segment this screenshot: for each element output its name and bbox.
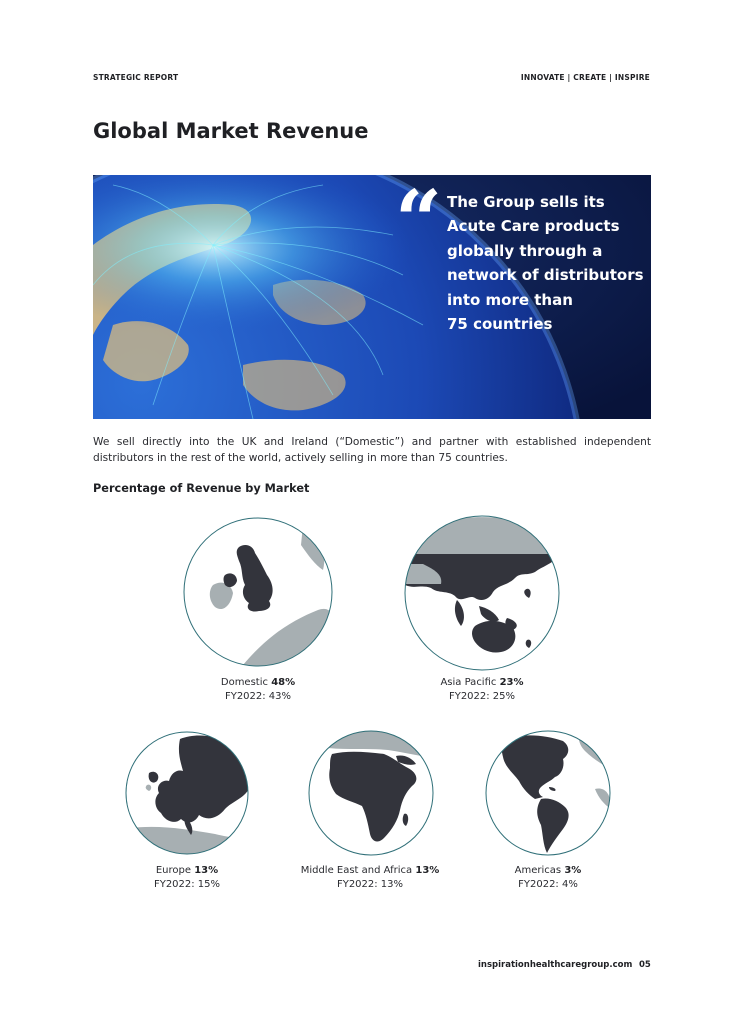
market-label-middle-east-africa: Middle East and Africa 13% FY2022: 13% <box>300 865 440 890</box>
chart-subheading: Percentage of Revenue by Market <box>93 482 310 495</box>
americas-globe-icon <box>485 729 611 857</box>
section-label: STRATEGIC REPORT <box>93 73 179 82</box>
hero-quote: The Group sells its Acute Care products globally through a network of distributors into more than 75 countries <box>447 193 644 334</box>
quote-mark-icon: “ <box>395 173 443 269</box>
asia-pacific-globe-icon <box>403 514 561 672</box>
intro-paragraph: We sell directly into the UK and Ireland (“Domestic”) and partner with established independent distributors in the rest of the world, actively selling in more than 75 countries. <box>93 436 651 464</box>
uk-ireland-globe-icon <box>183 515 333 670</box>
market-label-americas: Americas 3% FY2022: 4% <box>514 865 582 890</box>
europe-globe-icon <box>125 729 249 857</box>
market-label-europe: Europe 13% FY2022: 15% <box>153 865 221 890</box>
market-label-asia-pacific: Asia Pacific 23% FY2022: 25% <box>440 677 524 702</box>
footer-website-link[interactable]: inspirationhealthcaregroup.com <box>478 960 633 970</box>
page-number: 05 <box>639 960 651 970</box>
tagline: INNOVATE | CREATE | INSPIRE <box>520 73 650 82</box>
page-title: Global Market Revenue <box>93 119 369 143</box>
africa-globe-icon <box>308 728 434 858</box>
market-label-domestic: Domestic 48% FY2022: 43% <box>220 677 296 702</box>
